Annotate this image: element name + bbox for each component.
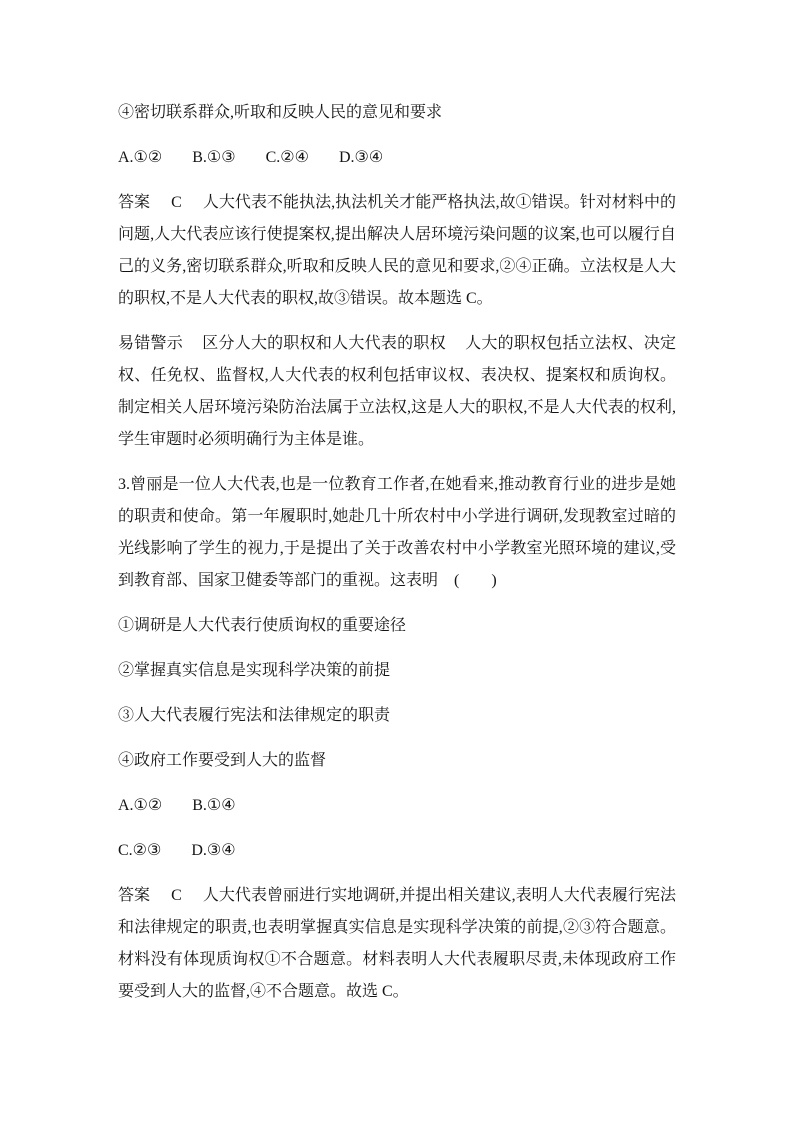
q2-answer-text: 人大代表不能执法,执法机关才能严格执法,故①错误。针对材料中的问题,人大代表应该行使提案权,提出解决人居环境污染问题的议案,也可以履行自己的义务,密切联系群众,听取和反映人民的意见和要求,②④正确。立法权是人大的职权,不是人大代表的职权,故③错误。故本题选 C。 bbox=[118, 194, 676, 307]
q3-option-1: ①调研是人大代表行使质询权的重要途径 bbox=[118, 617, 407, 634]
q3-choice-d: D.③④ bbox=[191, 842, 236, 859]
q3-stem: 3.曾丽是一位人大代表,也是一位教育工作者,在她看来,推动教育行业的进步是她的职责和使命。第一年履职时,她赴几十所农村中小学进行调研,发现教室过暗的光线影响了学生的视力,于是提出了关于改善农村中小学教室光照环境的建议,受到教育部、国家卫健委等部门的重视。这表明 ( ) bbox=[118, 476, 676, 589]
q3-answer-paragraph bbox=[118, 880, 676, 1008]
q2-answer-label: 答案 bbox=[118, 194, 151, 211]
q2-warning-label: 易错警示 bbox=[118, 335, 183, 352]
q2-option-4: ④密切联系群众,听取和反映人民的意见和要求 bbox=[118, 104, 443, 121]
q3-answer-text: 人大代表曾丽进行实地调研,并提出相关建议,表明人大代表履行宪法和法律规定的职责,也表明掌握真实信息是实现科学决策的前提,②③符合题意。材料没有体现质询权①不合题意。材料表明人大代表履职尽责,未体现政府工作要受到人大的监督,④不合题意。故选 C。 bbox=[118, 887, 676, 1000]
q2-warning-paragraph bbox=[118, 328, 676, 456]
q3-answer-label: 答案 bbox=[118, 887, 151, 904]
q2-warning-title: 区分人大的职权和人大代表的职权 bbox=[202, 335, 446, 352]
q3-option-2: ②掌握真实信息是实现科学决策的前提 bbox=[118, 662, 391, 679]
q2-warning-text: 人大的职权包括立法权、决定权、任免权、监督权,人大代表的权利包括审议权、表决权、提案权和质询权。制定相关人居环境污染防治法属于立法权,这是人大的职权,不是人大代表的权利,学生审题时必须明确行为主体是谁。 bbox=[118, 335, 676, 448]
q2-choice-a: A.①② bbox=[118, 149, 163, 166]
q3-answer-letter: C bbox=[171, 887, 182, 904]
q3-option-4: ④政府工作要受到人大的监督 bbox=[118, 752, 327, 769]
q2-choices-row bbox=[118, 142, 676, 174]
q3-choices-row-1 bbox=[118, 790, 676, 822]
q2-choice-c: C.②④ bbox=[265, 149, 309, 166]
q3-choices-row-2 bbox=[118, 835, 676, 867]
q2-choice-d: D.③④ bbox=[338, 149, 384, 166]
q3-choice-a: A.①② bbox=[118, 797, 163, 814]
q3-choice-b: B.①④ bbox=[192, 797, 236, 814]
q3-choice-c: C.②③ bbox=[118, 842, 162, 859]
q3-option-3: ③人大代表履行宪法和法律规定的职责 bbox=[118, 707, 391, 724]
q2-answer-letter: C bbox=[171, 194, 182, 211]
q2-choice-b: B.①③ bbox=[192, 149, 236, 166]
q2-answer-paragraph bbox=[118, 187, 676, 315]
